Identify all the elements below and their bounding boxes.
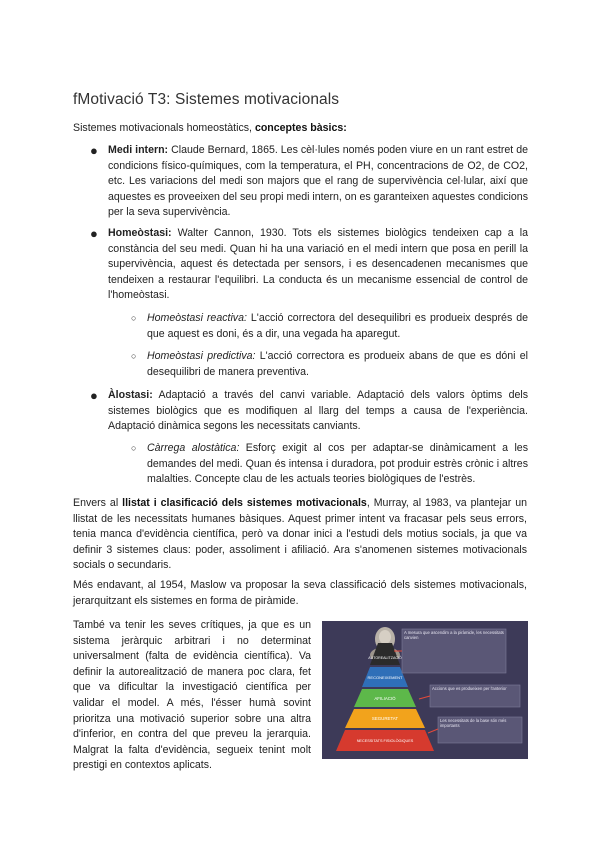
bullet-text: Adaptació a través del canvi variable. Adaptació dels valors òptims dels sistemes biològics que es modifiquen al llarg del temps a causa de l'experiència. Adaptació dinàmica segons les necessitats canviants.: [108, 389, 528, 433]
bullet-term: Àlostasi:: [108, 389, 153, 401]
note-text-1: A mesura que ascendim a la piràmide, les necessitats canvien: [404, 630, 504, 641]
note-text-2: Accions que es produeixen per l'anterior: [432, 686, 507, 691]
bullet-text: Claude Bernard, 1865. Les cèl·lules només poden viure en un rant estret de condicions físico-químiques, com la temperatura, el PH, concentracions de O2, de CO2, etc. Les variacions del medi son majors que el rang de supervivència cel·lular, així que aquestes es proveeixen del seu propi medi intern, on es garanteixen aquestes condicions per la seva supervivència.: [108, 144, 529, 219]
paragraph-maslow: Més endavant, al 1954, Maslow va proposar la seva classificació dels sistemes motivacionals, jerarquitzant els sistemes en forma de piràmide.: [73, 579, 527, 607]
paragraph-critiques: També va tenir les seves crítiques, ja que es un sistema jeràrquic arbitrari i no determinat universalment (falta de evidència científica). Va definir la autorealització de manera poc clara, fet que va dificultar la investigació científica per validar el model. A més, l'ésser humà sovint prioritza una motivació superior sobre una altra d'inferior, en contra del que preveu la jerarquia. Malgrat la falta d'evidència, segueix tenint molt prestigi en contextos aplicats.: [73, 619, 311, 772]
sub-bullet-term: Càrrega alostàtica:: [147, 442, 240, 454]
sub-bullet-text: L'acció correctora es produeix abans de que es dóni el desequilibri de manera preventiva.: [147, 350, 528, 378]
paragraph-llistat: [73, 496, 527, 574]
sub-bullet-term: Homeòstasi reactiva:: [147, 312, 247, 324]
pyramid-svg: [322, 621, 528, 759]
sub-bullet-circle: ○: [131, 443, 137, 453]
maslow-pyramid-image: [322, 621, 528, 759]
note-text-3: Les necessitats de la base són més importants: [440, 718, 507, 729]
intro-bold: conceptes bàsics:: [254, 122, 347, 134]
sub-bullet-term: Homeòstasi predictiva:: [147, 350, 256, 362]
intro-text: Sistemes motivacionals homeostàtics,: [73, 122, 255, 134]
bullet-dot: ●: [90, 226, 98, 241]
pyramid-label-1: RECONEIXEMENT: [367, 675, 403, 680]
sub-bullet-text: Esforç exigit al cos per adaptar-se dinàmicament a les demandes del medi. Quan és intensa i duradora, pot produir estrès crònic i altres malalties. Concepte clau de les actuals teories biològiques de l'estrès.: [147, 442, 528, 486]
bullet-dot: ●: [90, 143, 98, 158]
paragraph-bold: llistat i clasificació dels sistemes motivacionals: [122, 497, 367, 509]
sub-bullet-circle: ○: [131, 351, 137, 361]
bullet-dot: ●: [90, 388, 98, 403]
pyramid-label-4: NECESSITATS FISIOLÒGIQUES: [356, 739, 414, 743]
paragraph-text: Envers al: [73, 497, 123, 509]
sub-bullet-circle: ○: [131, 313, 137, 323]
paragraph-text: , Murray, al 1983, va plantejar un llistat de les necessitats humanes bàsiques. Aquest primer intent va fracasar pels seus errors, tenia manca d'evidència científica, però va donar inici a l'estudi dels motius socials, ja que va definir 3 sistemes claus: poder, assoliment i afiliació. Ara s'anomenen sistemes motivacionals socials o secundaris.: [73, 497, 527, 572]
page-title: fMotivació T3: Sistemes motivacionals: [73, 91, 340, 108]
bullet-text: Walter Cannon, 1930. Tots els sistemes biològics tendeixen cap a la constància del seu medi. Quan hi ha una variació en el medi intern que posa en perill la supervivència, aquest és detectada per sensors, i es desencadenen mecanismes que tendeixen a restaurar l'equilibri. La conducta és un mecanisme essencial de control de l'homeòstasi.: [108, 227, 528, 302]
sub-bullet-text: L'acció correctora del desequilibri es produeix després de que aquest es doni, és a dir, una vegada ha aparegut.: [147, 312, 528, 340]
intro-paragraph: [73, 121, 533, 137]
pyramid-label-3: SEGURETAT: [371, 716, 399, 721]
pyramid-label-0: AUTOREALITZACIÓ: [368, 656, 402, 660]
bullet-term: Medi intern:: [108, 144, 169, 156]
pyramid-label-2: AFILIACIÓ: [374, 696, 396, 701]
bullet-term: Homeòstasi:: [108, 227, 172, 239]
